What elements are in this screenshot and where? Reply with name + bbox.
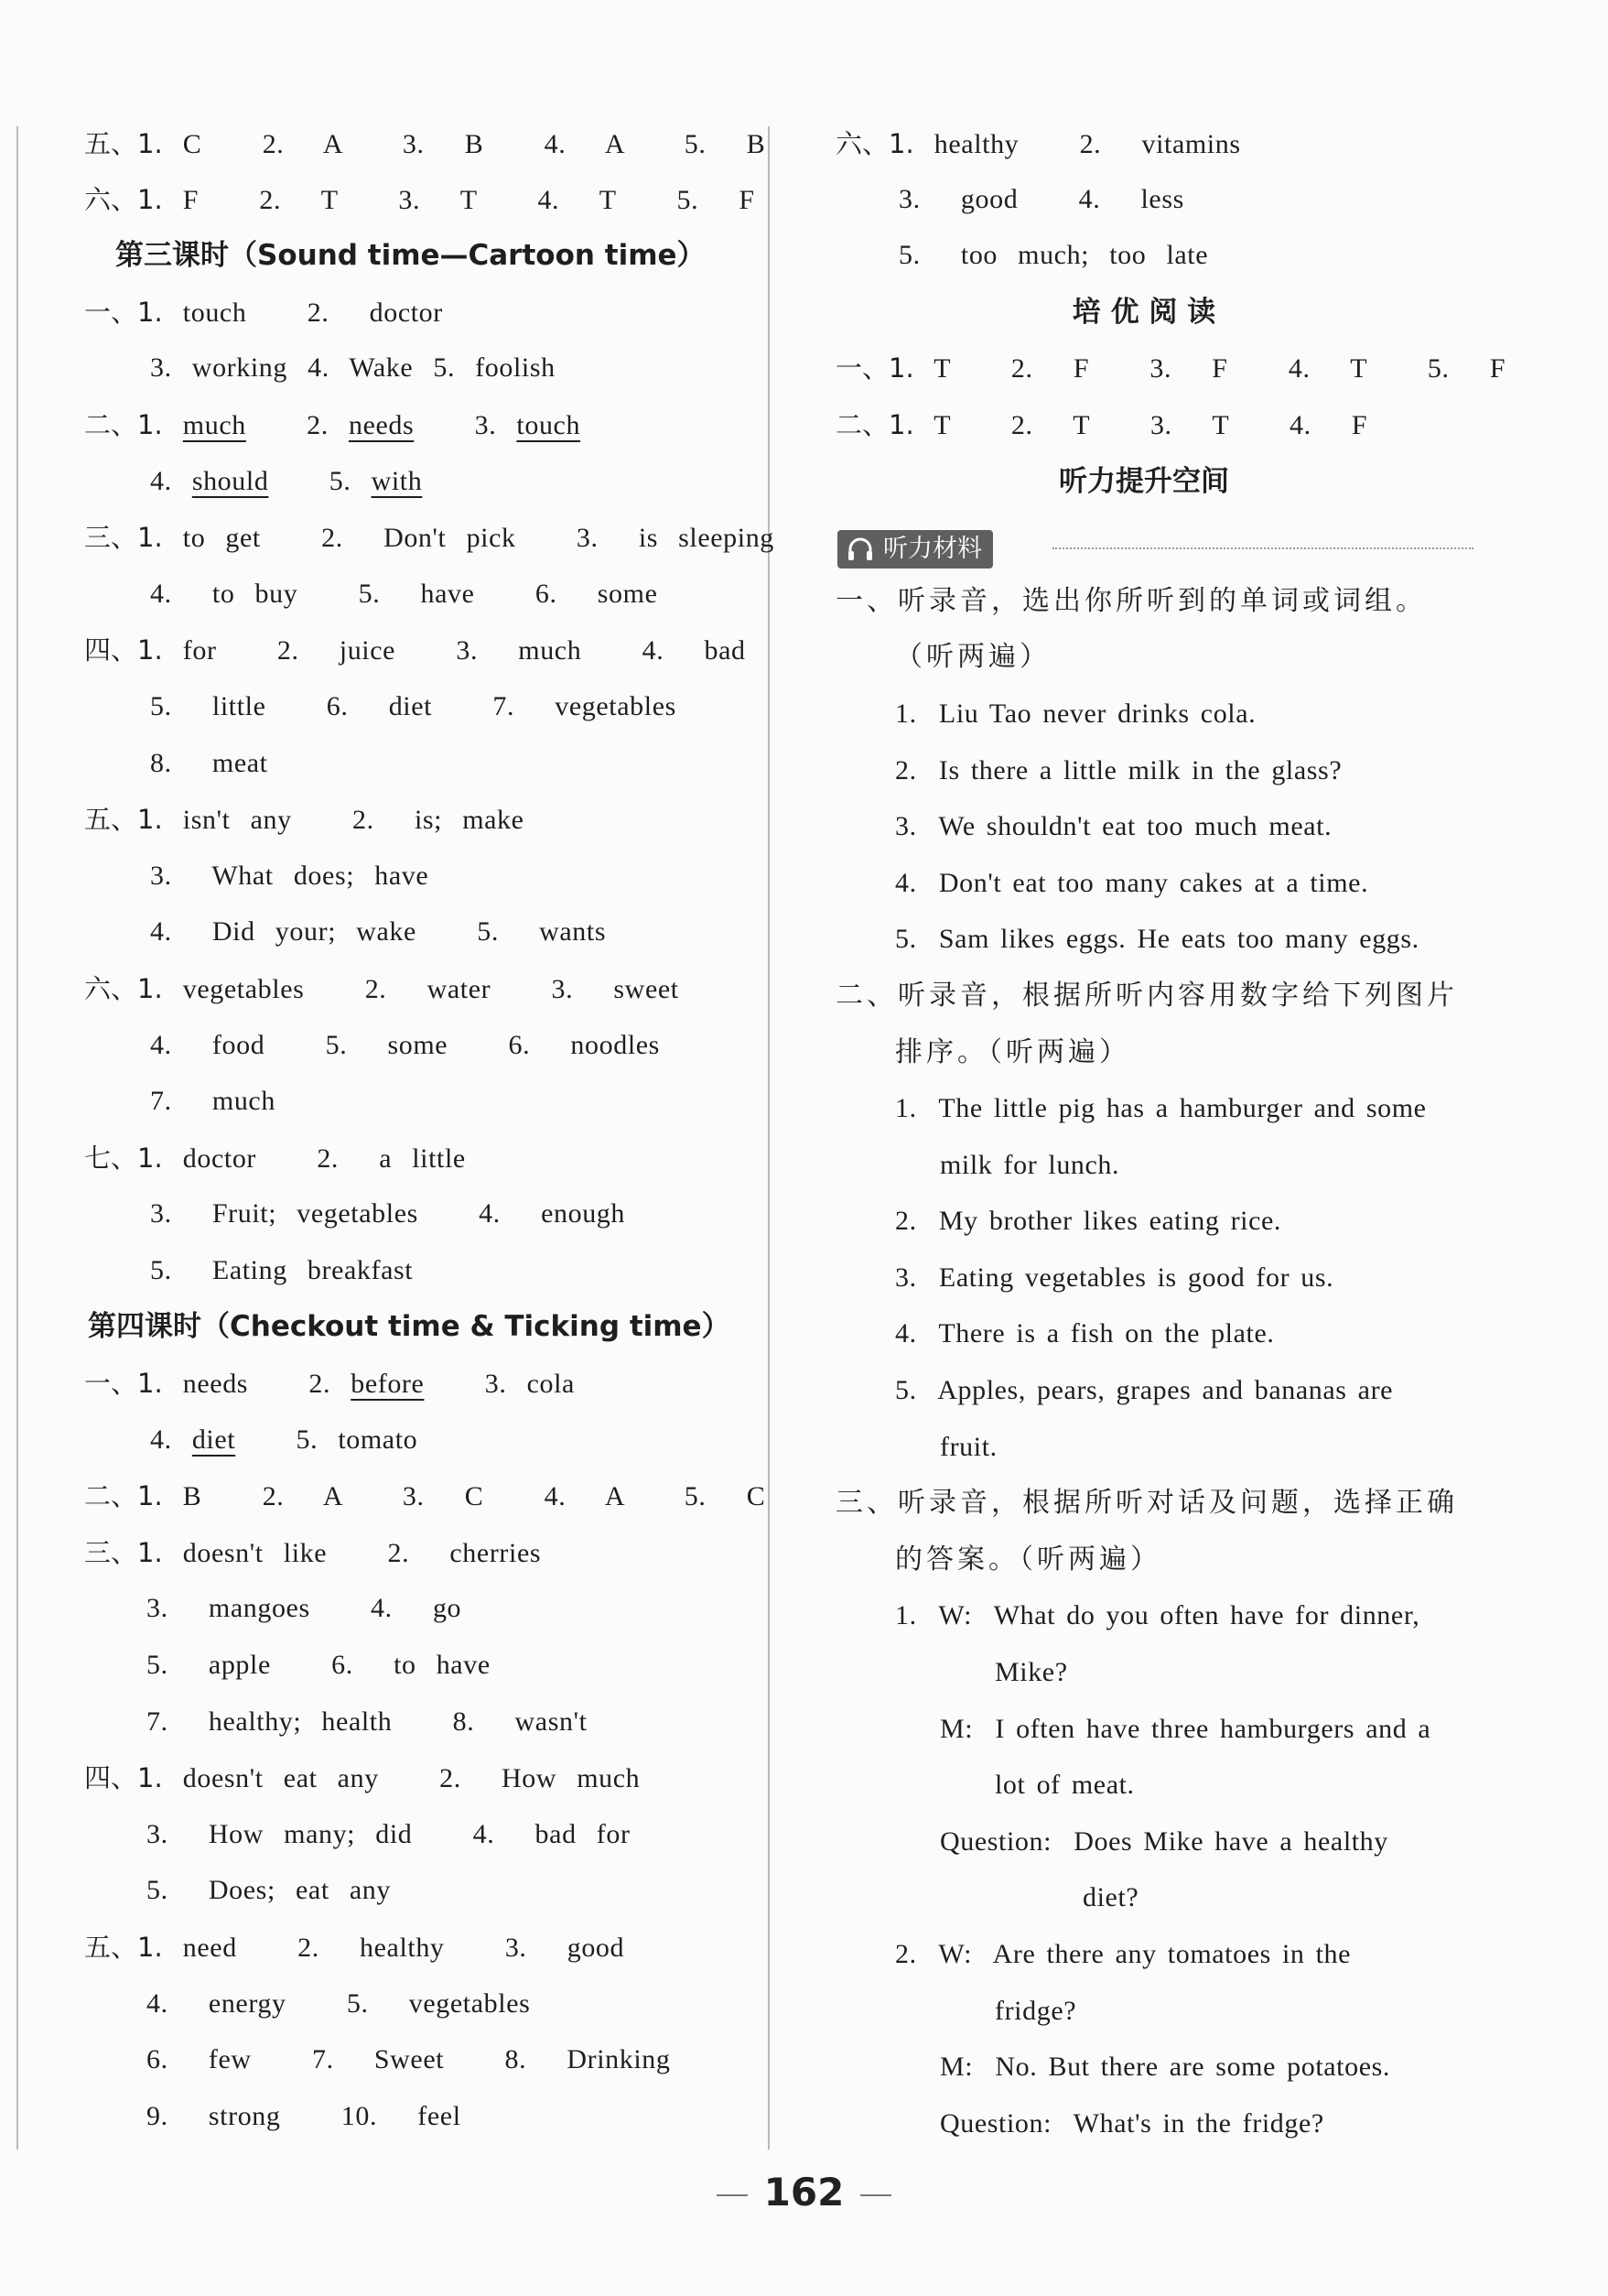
answer-line: 9. strong 10. feel (146, 2101, 461, 2131)
answer-line: 六、1. vegetables 2. water 3. sweet (84, 973, 679, 1004)
dialogue-line: M: No. But there are some potatoes. (940, 2052, 1390, 2082)
column-divider (768, 126, 770, 2150)
answer-line: 3. Fruit; vegetables 4. enough (150, 1198, 626, 1229)
answer-line: 五、1. need 2. healthy 3. good (84, 1932, 625, 1963)
answer-line: 五、1. isn't any 2. is; make (84, 804, 524, 835)
dialogue-line: fridge? (995, 1996, 1077, 2026)
transcript-line: 2. My brother likes eating rice. (895, 1206, 1282, 1236)
section-heading: 第四课时（Checkout time & Ticking time） (88, 1310, 730, 1343)
dialogue-line: Mike? (995, 1657, 1068, 1687)
transcript-line: fruit. (940, 1432, 998, 1462)
answer-line: 一、1. touch 2. doctor (84, 297, 443, 328)
answer-line: 六、1. healthy 2. vitamins (836, 128, 1241, 159)
transcript-line: 4. There is a fish on the plate. (895, 1318, 1275, 1348)
answer-line: 二、1. much 2. needs 3. touch (84, 409, 581, 440)
answer-line: 4. Did your; wake 5. wants (150, 916, 607, 947)
dialogue-line: Question: What's in the fridge? (940, 2108, 1324, 2139)
answer-line: 一、1. needs 2. before 3. cola (84, 1368, 575, 1399)
answer-line: 3. How many; did 4. bad for (146, 1819, 631, 1849)
answer-line: 4. food 5. some 6. noodles (150, 1030, 660, 1060)
question-line: 一、听录音，选出你所听到的单词或词组。 (836, 585, 1427, 617)
dialogue-line: M: I often have three hamburgers and a (940, 1714, 1431, 1744)
transcript-line: 4. Don't eat too many cakes at a time. (895, 868, 1369, 898)
dialogue-line: 2. W: Are there any tomatoes in the (895, 1939, 1352, 1969)
answer-line: 3. working 4. Wake 5. foolish (150, 352, 556, 383)
question-line: 二、听录音，根据所听内容用数字给下列图片 (836, 980, 1458, 1012)
answer-line: 4. to buy 5. have 6. some (150, 579, 658, 609)
transcript-line: 3. We shouldn't eat too much meat. (895, 811, 1333, 841)
transcript-line: 2. Is there a little milk in the glass? (895, 755, 1343, 785)
question-line: 三、听录音，根据所听对话及问题，选择正确 (836, 1487, 1458, 1519)
answer-line: 6. few 7. Sweet 8. Drinking (146, 2044, 671, 2074)
question-line: 排序。（听两遍） (895, 1036, 1130, 1068)
transcript-line: 5. Sam likes eggs. He eats too many eggs. (895, 924, 1419, 954)
dialogue-line: diet? (1083, 1882, 1139, 1912)
transcript-line: 1. Liu Tao never drinks cola. (895, 699, 1257, 729)
answer-line: 3. What does; have (150, 861, 429, 891)
section-heading: 听力提升空间 (1059, 465, 1229, 498)
page-number (0, 2170, 1608, 2215)
answer-line: 8. meat (150, 748, 268, 778)
answer-line: 5. apple 6. to have (146, 1650, 491, 1680)
tag-label: 听力材料 (883, 535, 982, 563)
transcript-line: 3. Eating vegetables is good for us. (895, 1262, 1334, 1293)
answer-line: 7. healthy; health 8. wasn't (146, 1706, 588, 1737)
answer-line: 5. Does; eat any (146, 1875, 391, 1905)
answer-line: 二、1. T 2. T 3. T 4. F (836, 409, 1368, 440)
answer-line: 3. good 4. less (899, 184, 1184, 214)
section-heading: 培 优 阅 读 (1072, 296, 1216, 329)
answer-line: 五、1. C 2. A 3. B 4. A 5. B (84, 128, 766, 159)
question-line: （听两遍） (895, 641, 1051, 673)
answer-line: 四、1. doesn't eat any 2. How much (84, 1762, 641, 1793)
answer-line: 4. diet 5. tomato (150, 1424, 418, 1455)
answer-line: 5. too much; too late (899, 240, 1209, 270)
transcript-line: milk for lunch. (940, 1150, 1120, 1180)
answer-line: 七、1. doctor 2. a little (84, 1143, 466, 1174)
answer-line: 二、1. B 2. A 3. C 4. A 5. C (84, 1480, 766, 1511)
answer-line: 3. mangoes 4. go (146, 1593, 462, 1623)
dialogue-line: lot of meat. (995, 1770, 1135, 1800)
headphones-icon (847, 536, 874, 563)
listening-material-tag (837, 529, 993, 569)
answer-line: 一、1. T 2. F 3. F 4. T 5. F (836, 352, 1506, 384)
answer-line: 4. energy 5. vegetables (146, 1988, 531, 2019)
answer-line: 5. Eating breakfast (150, 1255, 414, 1285)
dialogue-line: Question: Does Mike have a healthy (940, 1826, 1388, 1857)
question-line: 的答案。（听两遍） (895, 1543, 1161, 1576)
answer-line: 7. much (150, 1086, 275, 1116)
dash-right (860, 2194, 891, 2196)
tag-box (837, 530, 993, 569)
transcript-line: 1. The little pig has a hamburger and some (895, 1093, 1427, 1123)
section-heading: 第三课时（Sound time—Cartoon time） (115, 239, 706, 272)
answer-line: 三、1. to get 2. Don't pick 3. is sleeping (84, 522, 774, 553)
dialogue-line: 1. W: What do you often have for dinner, (895, 1600, 1420, 1630)
dash-left (717, 2194, 748, 2196)
left-margin-line (16, 126, 18, 2150)
answer-line: 5. little 6. diet 7. vegetables (150, 691, 676, 721)
answer-line: 4. should 5. with (150, 466, 423, 496)
transcript-line: 5. Apples, pears, grapes and bananas are (895, 1375, 1394, 1405)
answer-line: 三、1. doesn't like 2. cherries (84, 1537, 542, 1568)
answer-line: 六、1. F 2. T 3. T 4. T 5. F (84, 184, 755, 215)
answer-line: 四、1. for 2. juice 3. much 4. bad (84, 634, 746, 666)
dotted-rule (1052, 547, 1473, 549)
page-number-text: 162 (763, 2170, 845, 2215)
